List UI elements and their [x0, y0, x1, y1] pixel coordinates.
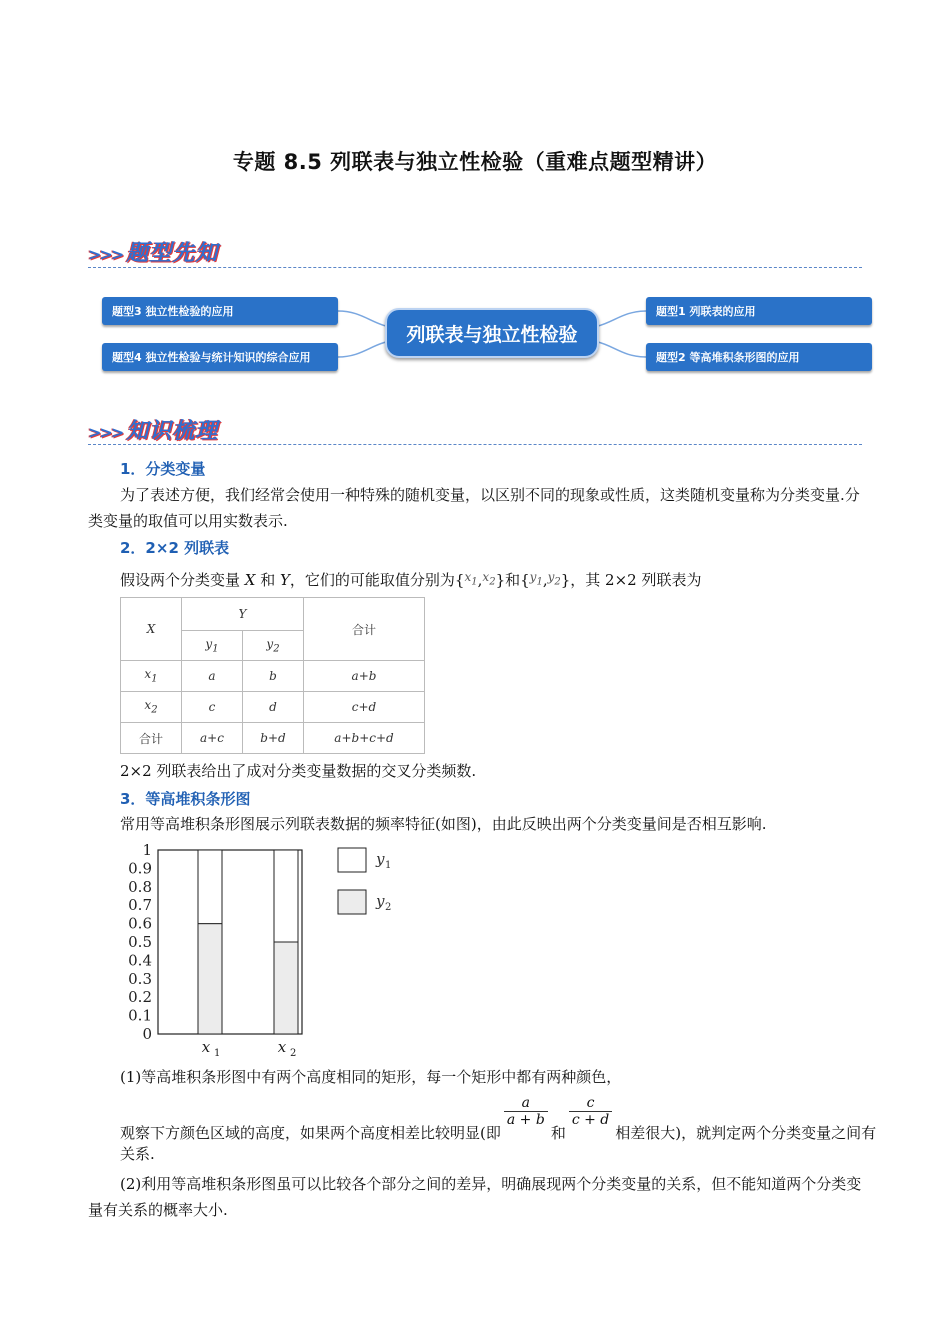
table-cell: b+d: [243, 723, 304, 754]
section-2-intro: 假设两个分类变量 X 和 Y，它们的可能取值分别为{$^{x_1}$,$^{x_2}$}和{$^{y_1}$,$^{y_2}$}，其 2×2 列联表为: [120, 570, 702, 589]
text: }，其 2×2 列联表为: [560, 571, 702, 589]
sym: x: [144, 698, 152, 713]
text: 和: [550, 1124, 566, 1142]
sub: 2: [489, 576, 496, 588]
sym: y: [547, 570, 555, 584]
y-tick-label: 0.5: [128, 933, 152, 951]
table-cell: [121, 661, 182, 692]
x1-symbol: [464, 570, 478, 588]
table-header-y: Y: [182, 598, 304, 631]
legend-swatch-y2: [338, 890, 366, 914]
fraction-c: [569, 1095, 612, 1128]
bar-segment-y1-x2: [274, 850, 298, 942]
table-cell: a: [182, 661, 243, 692]
section-3-text: 常用等高堆积条形图展示列联表数据的频率特征(如图)，由此反映出两个分类变量间是否相互影响.: [120, 815, 767, 833]
sub: 2: [151, 704, 158, 716]
sub: 2: [273, 643, 280, 655]
mindmap-center: 列联表与独立性检验: [385, 308, 599, 358]
mindmap-item-type3[interactable]: 题型3 独立性检验的应用: [102, 297, 338, 325]
banner-arrows: >>>: [88, 245, 123, 264]
sym: y: [205, 636, 213, 651]
y-tick-label: 0.3: [128, 969, 152, 988]
sub: 1: [536, 576, 543, 588]
numerator: c: [569, 1095, 612, 1112]
y2-symbol: [547, 570, 561, 588]
y-tick-label: 0.9: [128, 859, 152, 878]
section-3-p1: (1)等高堆积条形图中有两个高度相同的矩形，每一个矩形中都有两种颜色，: [120, 1068, 622, 1086]
section-heading-3: 3．等高堆积条形图: [120, 790, 251, 808]
y-tick-label: 0.2: [128, 988, 152, 1007]
table-header-total: 合计: [304, 598, 425, 661]
text: }和{: [495, 571, 530, 589]
fraction-a: [504, 1095, 548, 1128]
legend-label: y: [376, 850, 385, 868]
section-3-p2: [120, 1095, 880, 1164]
table-cell: a+c: [182, 723, 243, 754]
sub: 1: [151, 673, 158, 685]
y-tick-label: 1: [142, 841, 152, 859]
text: ，它们的可能取值分别为{: [289, 571, 465, 589]
section-heading-2: 2．2×2 列联表: [120, 539, 230, 557]
sym: x: [464, 570, 472, 584]
banner-arrows: >>>: [88, 423, 123, 442]
table-row: [121, 723, 425, 754]
text: 假设两个分类变量: [120, 571, 245, 589]
section-3-p3: (2)利用等高堆积条形图虽可以比较各个部分之间的差异，明确展现两个分类变量的关系，但不能知道两个分类变量有关系的概率大小.: [88, 1175, 862, 1219]
table-cell: [121, 692, 182, 723]
legend-label-subscript: 2: [385, 902, 392, 913]
x-tick-label: x: [277, 1038, 287, 1056]
banner-text: 知识梳理: [126, 419, 219, 444]
y1-symbol: [529, 570, 543, 588]
x2-symbol: [482, 570, 496, 588]
divider: [88, 444, 862, 445]
sym: x: [482, 570, 490, 584]
table-cell: c+d: [304, 692, 425, 723]
mindmap-item-type2[interactable]: 题型2 等高堆积条形图的应用: [646, 343, 872, 371]
table-cell: 合计: [121, 723, 182, 754]
table-cell: a+b+c+d: [304, 723, 425, 754]
bar-segment-y2-x1: [198, 924, 222, 1034]
var-x: X: [244, 571, 256, 589]
numerator: a: [504, 1095, 548, 1112]
text: 相差很大)，就判定两个分类变量之间有关系.: [120, 1124, 877, 1163]
table-header-y1: [182, 631, 243, 661]
y-tick-label: 0: [142, 1025, 152, 1043]
legend-swatch-y1: [338, 848, 366, 872]
contingency-table-wrap: [120, 597, 425, 754]
y-tick-label: 0.7: [128, 896, 152, 915]
sub: 1: [471, 576, 478, 588]
sym: x: [144, 667, 152, 682]
mindmap-item-type1[interactable]: 题型1 列联表的应用: [646, 297, 872, 325]
sub: 1: [212, 643, 219, 655]
x-tick-subscript: 2: [290, 1048, 297, 1059]
sym: y: [529, 570, 537, 584]
table-cell: a+b: [304, 661, 425, 692]
page-title: 专题 8.5 列联表与独立性检验（重难点题型精讲）: [232, 150, 718, 174]
contingency-table: [120, 597, 425, 754]
x-tick-subscript: 1: [214, 1048, 221, 1059]
denominator: c + d: [571, 1112, 610, 1128]
table-cell: b: [243, 661, 304, 692]
x-tick-label: x: [201, 1038, 211, 1056]
banner-text: 题型先知: [126, 241, 219, 266]
y-tick-label: 0.1: [128, 1006, 152, 1025]
table-header-x: X: [121, 598, 182, 661]
y-tick-label: 0.4: [128, 951, 152, 970]
denominator: a + b: [506, 1112, 545, 1128]
y-tick-label: 0.8: [128, 877, 152, 896]
y-tick-label: 0.6: [128, 914, 152, 933]
sym: y: [266, 636, 274, 651]
var-y: Y: [280, 571, 290, 589]
text: 观察下方颜色区域的高度，如果两个高度相差比较明显(即: [120, 1124, 501, 1142]
sub: 2: [554, 576, 561, 588]
bar-segment-y2-x2: [274, 942, 298, 1034]
stacked-bar-chart: [110, 838, 410, 1060]
table-row: [121, 661, 425, 692]
text: 和: [255, 571, 281, 589]
section-2-note: 2×2 列联表给出了成对分类变量数据的交叉分类频数.: [120, 762, 477, 780]
table-header-y2: [243, 631, 304, 661]
table-cell: d: [243, 692, 304, 723]
bar-segment-y1-x1: [198, 850, 222, 924]
section-1-text: 为了表述方便，我们经常会使用一种特殊的随机变量，以区别不同的现象或性质，这类随机变量称为分类变量.分类变量的取值可以用实数表示.: [88, 486, 860, 530]
banner-knowledge: [88, 414, 218, 445]
legend-label-subscript: 1: [385, 860, 392, 871]
legend-label: y: [376, 892, 385, 910]
section-heading-1: 1．分类变量: [120, 460, 206, 478]
mindmap-item-type4[interactable]: 题型4 独立性检验与统计知识的综合应用: [102, 343, 338, 371]
table-row: [121, 692, 425, 723]
table-cell: c: [182, 692, 243, 723]
